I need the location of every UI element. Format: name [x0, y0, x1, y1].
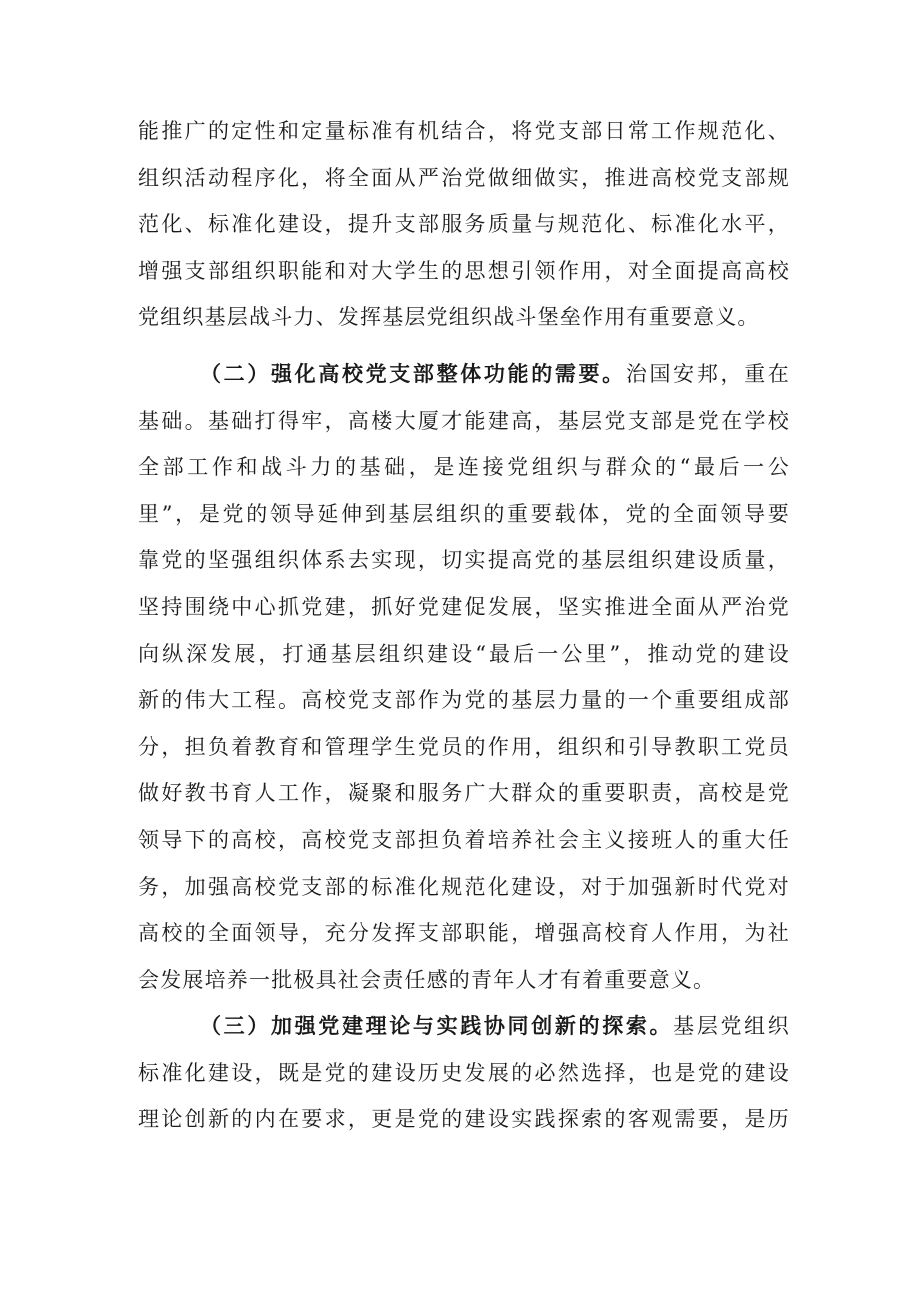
- section-heading-3: （三）加强党建理论与实践协同创新的探索。: [200, 1014, 674, 1039]
- text-line: 做好教书育人工作，凝聚和服务广大群众的重要职责，高校是党: [138, 781, 790, 806]
- text-line: 会发展培养一批极具社会责任感的青年人才有着重要意义。: [138, 967, 716, 992]
- text-line: 能推广的定性和定量标准有机结合，将党支部日常工作规范化、: [138, 119, 790, 143]
- text-line: 理论创新的内在要求，更是党的建设实践探索的客观需要，是历: [138, 1107, 790, 1132]
- text-line: 向纵深发展，打通基层组织建设“最后一公里”，推动党的建设: [138, 641, 790, 666]
- text-line: 党组织基层战斗力、发挥基层党组织战斗堡垒作用有重要意义。: [138, 305, 760, 330]
- heading-continuation: 治国安邦，重在: [625, 361, 790, 386]
- heading-continuation: 基层党组织: [673, 1014, 791, 1039]
- paragraph-3: [138, 1003, 790, 1143]
- paragraph-1: [138, 108, 790, 341]
- text-line: 坚持围绕中心抓党建，抓好党建促发展，坚实推进全面从严治党: [138, 594, 790, 619]
- text-line: 标准化建设，既是党的建设历史发展的必然选择，也是党的建设: [138, 1060, 790, 1085]
- text-line: 范化、标准化建设，提升支部服务质量与规范化、标准化水平，: [138, 212, 790, 237]
- text-line: 全部工作和战斗力的基础，是连接党组织与群众的“最后一公: [138, 455, 790, 480]
- text-line: 增强支部组织职能和对大学生的思想引领作用，对全面提高高校: [138, 258, 790, 283]
- section-heading-2: （二）强化高校党支部整体功能的需要。: [200, 361, 626, 386]
- document-body: [138, 108, 790, 1143]
- paragraph-2-first-line: [138, 351, 790, 398]
- paragraph-2: [138, 351, 790, 1003]
- text-line: 组织活动程序化，将全面从严治党做细做实，推进高校党支部规: [138, 165, 790, 190]
- text-line: 靠党的坚强组织体系去实现，切实提高党的基层组织建设质量，: [138, 548, 790, 573]
- text-line: 新的伟大工程。高校党支部作为党的基层力量的一个重要组成部: [138, 688, 790, 713]
- text-line: 分，担负着教育和管理学生党员的作用，组织和引导教职工党员: [138, 734, 790, 759]
- text-line: 里”，是党的领导延伸到基层组织的重要载体，党的全面领导要: [138, 501, 790, 526]
- text-line: 务，加强高校党支部的标准化规范化建设，对于加强新时代党对: [138, 874, 790, 899]
- paragraph-3-first-line: [138, 1003, 790, 1050]
- text-line: 领导下的高校，高校党支部担负着培养社会主义接班人的重大任: [138, 827, 790, 852]
- text-line: 基础。基础打得牢，高楼大厦才能建高，基层党支部是党在学校: [138, 408, 790, 433]
- text-line: 高校的全面领导，充分发挥支部职能，增强高校育人作用，为社: [138, 921, 790, 946]
